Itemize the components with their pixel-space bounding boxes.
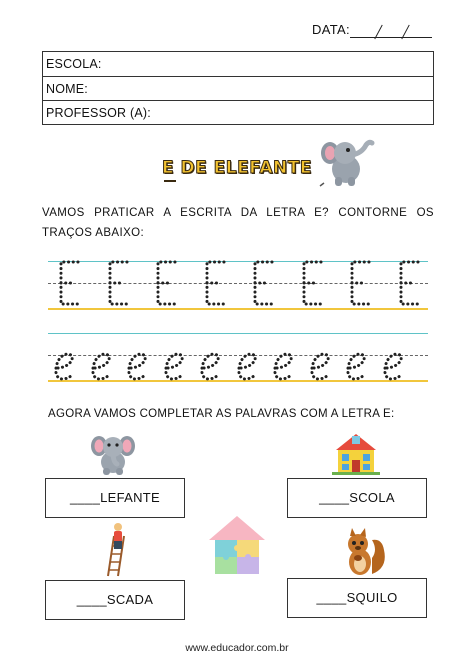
lowercase-e-trace bbox=[235, 350, 261, 382]
teacher-label: PROFESSOR (A): bbox=[46, 106, 151, 120]
squirrel-picture bbox=[338, 528, 388, 578]
puzzle-house-icon bbox=[205, 514, 269, 576]
school-picture bbox=[330, 432, 382, 476]
word-box-squirrel[interactable] bbox=[287, 578, 427, 618]
uppercase-e-trace bbox=[252, 259, 276, 307]
word-box-school[interactable] bbox=[287, 478, 427, 518]
lowercase-e-trace bbox=[271, 350, 297, 382]
word-text: ____LEFANTE bbox=[69, 490, 160, 505]
word-text: ____SCADA bbox=[76, 592, 154, 607]
lowercase-e-trace bbox=[381, 350, 407, 382]
school-label: ESCOLA: bbox=[46, 57, 102, 71]
footer-url: www.educador.com.br bbox=[185, 642, 289, 654]
uppercase-e-trace bbox=[58, 259, 82, 307]
uppercase-e-trace bbox=[301, 259, 325, 307]
ladder-picture bbox=[104, 522, 130, 578]
lowercase-e-trace bbox=[89, 350, 115, 382]
word-text: ____SQUILO bbox=[316, 590, 398, 605]
name-label: NOME: bbox=[46, 82, 88, 96]
uppercase-e-trace bbox=[107, 259, 131, 307]
date-label: DATA: bbox=[312, 22, 350, 37]
uppercase-e-trace bbox=[398, 259, 422, 307]
teacher-field[interactable] bbox=[43, 100, 433, 124]
lowercase-e-trace bbox=[162, 350, 188, 382]
uppercase-e-trace bbox=[204, 259, 228, 307]
info-box bbox=[42, 51, 434, 125]
elephant-picture bbox=[90, 430, 136, 476]
school-field[interactable] bbox=[43, 52, 433, 76]
lowercase-e-trace bbox=[308, 350, 334, 382]
word-box-ladder[interactable] bbox=[45, 580, 185, 620]
name-field[interactable] bbox=[43, 76, 433, 100]
lowercase-e-trace bbox=[344, 350, 370, 382]
page-title: E DE ELEFANTE bbox=[162, 158, 312, 178]
guide-line-base bbox=[48, 308, 428, 310]
trace-instructions: VAMOS PRATICAR A ESCRITA DA LETRA E? CONTORNE OS TRAÇOS ABAIXO: bbox=[42, 207, 434, 239]
word-box-elephant[interactable] bbox=[45, 478, 185, 518]
elephant-icon bbox=[318, 133, 376, 189]
complete-instructions: AGORA VAMOS COMPLETAR AS PALAVRAS COM A LETRA E: bbox=[48, 408, 395, 420]
title-underline bbox=[164, 180, 176, 182]
uppercase-e-trace bbox=[349, 259, 373, 307]
uppercase-e-trace bbox=[155, 259, 179, 307]
guide-line-top bbox=[48, 333, 428, 334]
lowercase-e-trace bbox=[198, 350, 224, 382]
lowercase-e-trace bbox=[52, 350, 78, 382]
word-text: ____SCOLA bbox=[319, 490, 395, 505]
date-line bbox=[350, 37, 432, 38]
lowercase-e-trace bbox=[125, 350, 151, 382]
